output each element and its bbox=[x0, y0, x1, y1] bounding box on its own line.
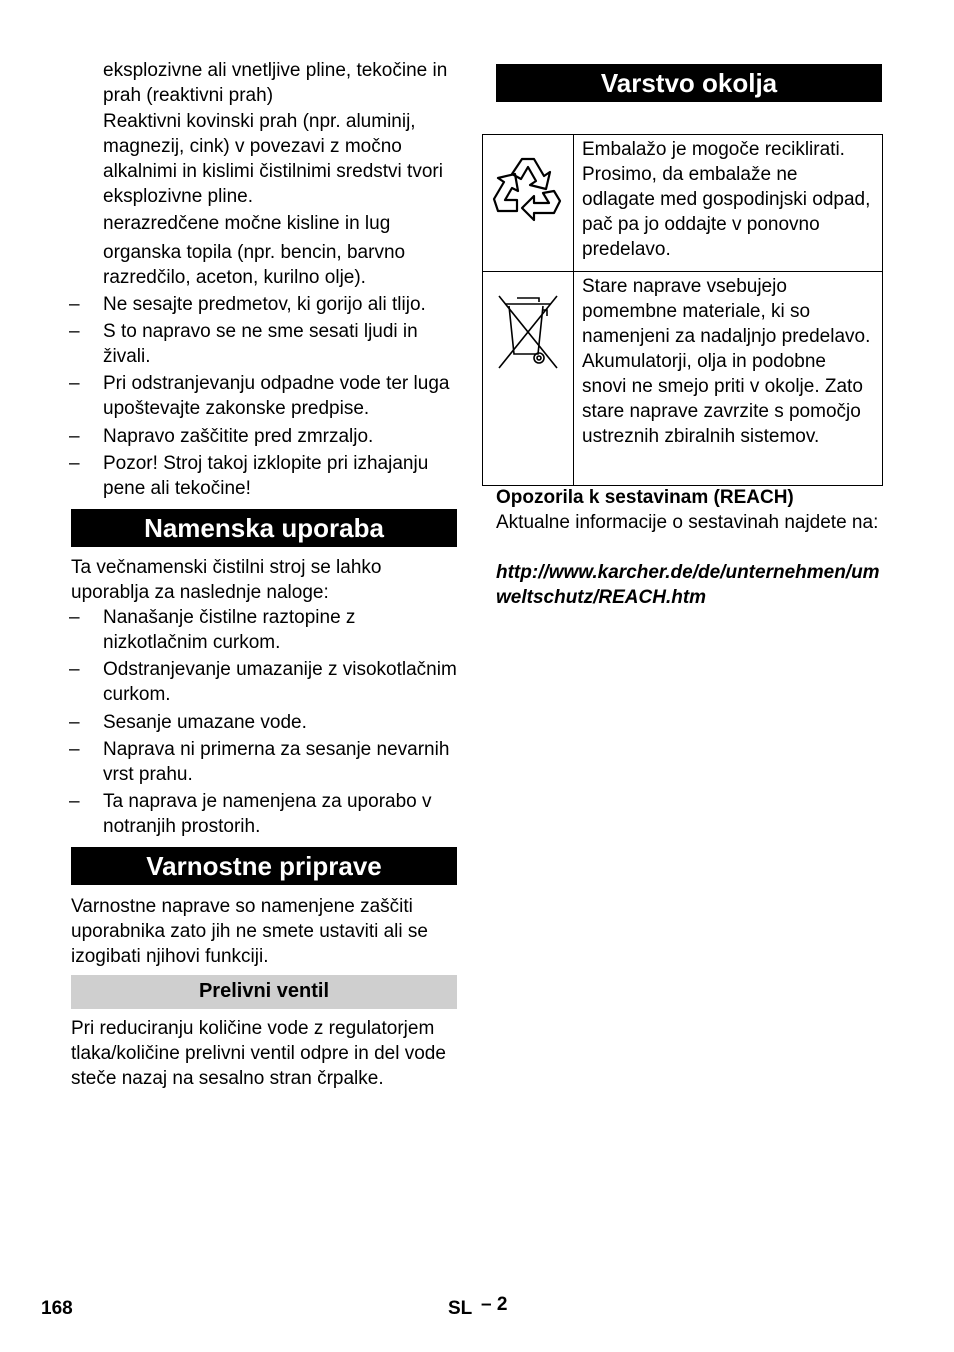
section-heading-namenska: Namenska uporaba bbox=[71, 509, 457, 547]
list-item: Sesanje umazane vode. bbox=[103, 712, 307, 733]
dash-marker: – bbox=[69, 321, 80, 342]
subsection-heading-prelivni: Prelivni ventil bbox=[71, 975, 457, 1009]
language-code: SL bbox=[448, 1298, 473, 1319]
hazard-text-3: nerazredčene močne kisline in lug bbox=[103, 213, 391, 234]
dash-marker: – bbox=[69, 739, 80, 760]
reach-title: Opozorila k sestavinam (REACH) bbox=[496, 487, 794, 508]
icon-cell bbox=[483, 272, 574, 486]
section-heading-varnostne: Varnostne priprave bbox=[71, 847, 457, 885]
hazard-text-1: eksplozivne ali vnetljive pline, tekočine in prah (reaktivni prah) bbox=[103, 60, 448, 106]
list-item: Odstranjevanje umazanije z visokotlačnim curkom. bbox=[103, 659, 457, 705]
dash-marker: – bbox=[69, 294, 80, 315]
crossed-bin-icon bbox=[495, 292, 561, 372]
recycling-icon bbox=[488, 149, 568, 229]
list-item: Ta naprava je namenjena za uporabo v notranjih prostorih. bbox=[103, 791, 432, 837]
recycling-text: Embalažo je mogoče reciklirati. Prosimo, da embalaže ne odlagate med gospodinjski odpad, pač pa jo oddajte v ponovno predelavo. bbox=[574, 135, 883, 272]
reach-link[interactable]: http://www.karcher.de/de/unternehmen/umweltschutz/REACH.htm bbox=[496, 562, 880, 608]
page-sub-number: – 2 bbox=[481, 1294, 508, 1315]
environment-table bbox=[482, 134, 883, 486]
dash-marker: – bbox=[69, 607, 80, 628]
varnostne-intro: Varnostne naprave so namenjene zaščiti uporabnika zato jih ne smete ustaviti ali se izogibati njihovi funkciji. bbox=[71, 896, 428, 967]
dash-marker: – bbox=[69, 791, 80, 812]
reach-text: Aktualne informacije o sestavinah najdete na: bbox=[496, 512, 879, 533]
list-item: Ne sesajte predmetov, ki gorijo ali tlijo. bbox=[103, 294, 426, 315]
section-heading-varstvo: Varstvo okolja bbox=[496, 64, 882, 102]
table-row bbox=[483, 272, 883, 486]
dash-marker: – bbox=[69, 659, 80, 680]
table-row bbox=[483, 135, 883, 272]
hazard-text-4: organska topila (npr. bencin, barvno razredčilo, aceton, kurilno olje). bbox=[103, 242, 406, 288]
icon-cell bbox=[483, 135, 574, 272]
dash-marker: – bbox=[69, 712, 80, 733]
list-item: Pri odstranjevanju odpadne vode ter luga upoštevajte zakonske predpise. bbox=[103, 373, 450, 419]
list-item: Pozor! Stroj takoj izklopite pri izhajanju pene ali tekočine! bbox=[103, 453, 429, 499]
page-number: 168 bbox=[41, 1298, 73, 1319]
list-item: Naprava ni primerna za sesanje nevarnih vrst prahu. bbox=[103, 739, 450, 785]
dash-marker: – bbox=[69, 373, 80, 394]
crossed-bin-text: Stare naprave vsebujejo pomembne materiale, ki so namenjeni za nadaljnjo predelavo. Akumulatorji, olja in podobne snovi ne smejo priti v okolje. Zato stare naprave zavrzite s pomočjo ustreznih zbiralnih sistemov. bbox=[574, 272, 883, 486]
hazard-text-2: Reaktivni kovinski prah (npr. aluminij, magnezij, cink) v povezavi z močno alkalnimi in kislimi čistilnimi sredstvi tvori eksplozivne pline. bbox=[103, 111, 443, 207]
list-item: Napravo zaščitite pred zmrzaljo. bbox=[103, 426, 374, 447]
list-item: S to napravo se ne sme sesati ljudi in živali. bbox=[103, 321, 418, 367]
namenska-intro: Ta večnamenski čistilni stroj se lahko uporablja za naslednje naloge: bbox=[71, 557, 382, 603]
dash-marker: – bbox=[69, 453, 80, 474]
dash-marker: – bbox=[69, 426, 80, 447]
list-item: Nanašanje čistilne raztopine z nizkotlačnim curkom. bbox=[103, 607, 356, 653]
prelivni-text: Pri reduciranju količine vode z regulatorjem tlaka/količine prelivni ventil odpre in del vode steče nazaj na sesalno stran črpalke. bbox=[71, 1018, 446, 1089]
